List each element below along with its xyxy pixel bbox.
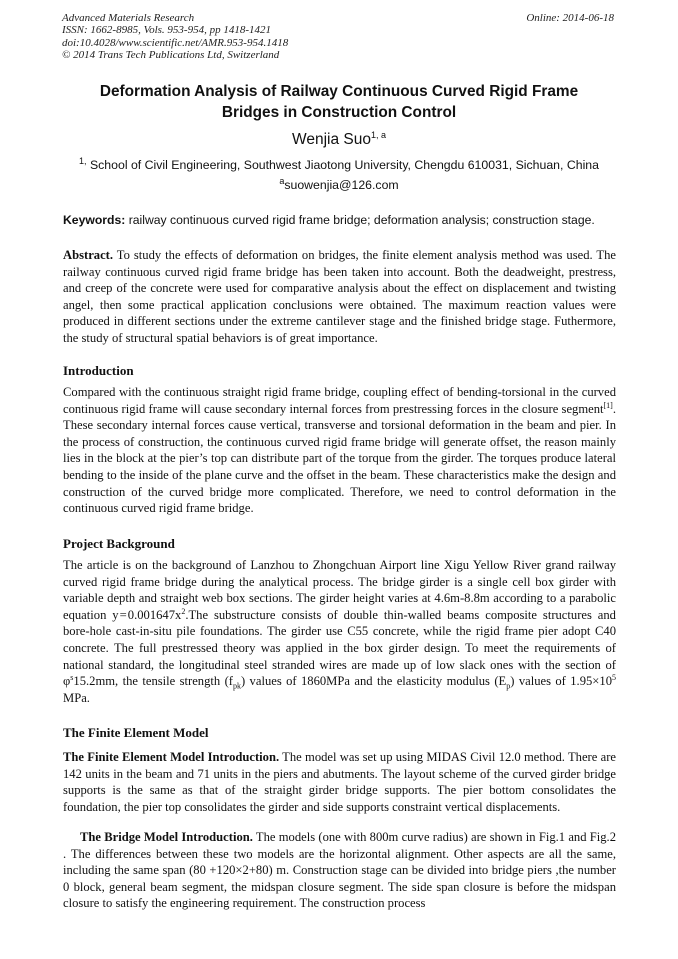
affiliation	[60, 155, 618, 172]
introduction-paragraph: Compared with the continuous straight rigid frame bridge, coupling effect of bending-torsional in the curved continuous rigid frame will cause secondary internal forces from prestressing forces in the closure segment[1]. These secondary internal forces cause vertical, transverse and torsional deformation in the beam and pier. In the process of construction, the continuous curved rigid frame bridge will generate offset, the reason mainly lies in the block at the pier’s top can distribute part of the torque from the girder. The torques produce lateral bending to the inside of the plane curve and the offset in the beam. These characteristics make the design and construction of the curved bridge more complicated. Therefore, we need to control deformation in the continuous curved rigid frame bridge.	[63, 385, 616, 516]
keywords	[63, 213, 618, 227]
copyright-line: © 2014 Trans Tech Publications Ltd, Switzerland	[62, 49, 280, 62]
abstract-text: To study the effects of deformation on bridges, the finite element analysis method was used. The railway continuous curved rigid frame bridge has been taken into account. Both the deadweight, prestress, and creep of the concrete were used for comparative analysis about the effect on displacement and twisting angel, then some practical application conclusions were obtained. The maximum reaction values were produced in different sections under the extreme cantilever stage and the finished bridge stage. Futhermore, the study of structural spatial behaviors is of great importance.	[63, 248, 616, 345]
project-background-heading: Project Background	[63, 536, 175, 551]
email-mark: a	[279, 175, 285, 186]
bridge-model-label: The Bridge Model Introduction.	[80, 830, 253, 844]
journal-header	[62, 12, 288, 62]
title-line-2: Bridges in Construction Control	[221, 104, 457, 121]
issn-line: ISSN: 1662-8985, Vols. 953-954, pp 1418-1421	[62, 24, 271, 37]
introduction-heading: Introduction	[63, 363, 134, 378]
paper-title	[60, 81, 618, 123]
project-background-paragraph: The article is on the background of Lanzhou to Zhongchuan Airport line Xigu Yellow River grand railway curved rigid frame bridge during the analytical process. The bridge girder is a single cell box girder with variable depth and straight web box sections. The girder height varies at 4.6m-8.8m according to a parabolic equation y = $0.001647x^2.The$ substructure consists of double thin-walled beams composite structures and bore-hole cast-in-situ pile foundations. The girder use C55 concrete, while the rigid frame pier adopt C40 concrete. The full prestressed theory was applied in the box girder design. To meet the requirements of national standard, the longitudinal steel stranded wires are made up of low slack ones with the section of $\varphi^s15.2mm$, the tensile strength $(f_{pk})$ values of 1860MPa and the elasticity modulus $(E_p)$ values of $1.95\times 10^5$ MPa.	[63, 558, 616, 705]
affiliation-text: School of Civil Engineering, Southwest Jiaotong University, Chengdu 610031, Sichuan, China	[86, 158, 599, 172]
title-line-1: Deformation Analysis of Railway Continuous Curved Rigid Frame	[99, 83, 579, 100]
fem-intro-label: The Finite Element Model Introduction.	[63, 750, 280, 764]
affiliation-mark: 1,	[79, 155, 87, 166]
bridge-model-paragraph: The Bridge Model Introduction. The models (one with 800m curve radius) are shown in Fig.1 and Fig.2 . The differences between these two models are the horizontal alignment. Other aspects are all the same, including the same span (80 +120×2+80) m. Construction stage can be divided into bridge piers ,the number 0 block, general beam segment, the midspan closure segment. The side span closure is before the midspan closure to satisfy the engineering requirement. The construction process	[63, 830, 617, 911]
journal-name: Advanced Materials Research	[62, 12, 195, 24]
email-text: suowenjia@126.com	[284, 178, 399, 192]
keywords-text: railway continuous curved rigid frame bridge; deformation analysis; construction stage.	[125, 213, 595, 227]
doi-line: doi:10.4028/www.scientific.net/AMR.953-954.1418	[62, 36, 289, 49]
author-line	[60, 131, 618, 149]
abstract-label: Abstract.	[63, 248, 114, 262]
author-name: Wenjia Suo	[292, 131, 371, 148]
abstract	[63, 247, 616, 347]
fem-intro-paragraph: The Finite Element Model Introduction. The model was set up using MIDAS Civil 12.0 method. There are 142 units in the beam and 71 units in the piers and abutments. The layout scheme of the curved girder bridge supports is the same as that of the straight girder bridge supports. The pier bottom consolidates the foundation, the pier top consolidates the girder and side supports constraint vertical displacements.	[63, 750, 616, 814]
fem-heading: The Finite Element Model	[63, 725, 209, 740]
citation-ref: [1]	[603, 400, 613, 410]
author-marks: 1, a	[370, 129, 386, 140]
online-date: Online: 2014-06-18	[526, 12, 614, 24]
keywords-label: Keywords:	[63, 213, 126, 227]
author-email	[60, 175, 618, 192]
